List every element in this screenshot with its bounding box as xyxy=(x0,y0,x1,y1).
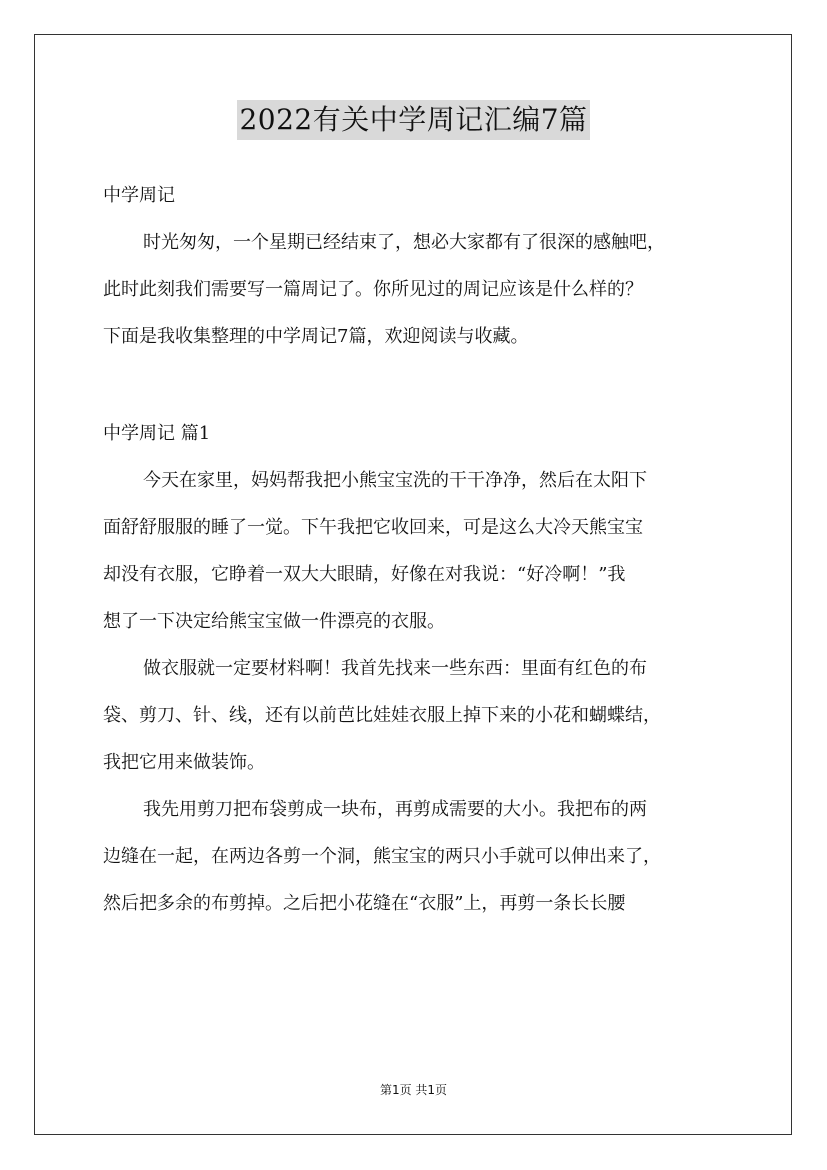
intro-line-3: 下面是我收集整理的中学周记7篇，欢迎阅读与收藏。 xyxy=(103,326,529,347)
paragraph-2-line-1: 做衣服就一定要材料啊！我首先找来一些东西：里面有红色的布 xyxy=(143,658,647,679)
section-spacer xyxy=(103,360,727,410)
paragraph-2-line-2: 袋、剪刀、针、线，还有以前芭比娃娃衣服上掉下来的小花和蝴蝶结， xyxy=(103,705,661,726)
paragraph-1-line-1: 今天在家里，妈妈帮我把小熊宝宝洗的干干净净，然后在太阳下 xyxy=(143,470,647,491)
paragraph-3-line-1: 我先用剪刀把布袋剪成一块布，再剪成需要的大小。我把布的两 xyxy=(143,799,647,820)
intro-line-2: 此时此刻我们需要写一篇周记了。你所见过的周记应该是什么样的？ xyxy=(103,279,643,300)
paragraph-1-line-4: 想了一下决定给熊宝宝做一件漂亮的衣服。 xyxy=(103,611,445,632)
document-body xyxy=(103,172,727,927)
paragraph-1-line-2: 面舒舒服服的睡了一觉。下午我把它收回来，可是这么大冷天熊宝宝 xyxy=(103,517,643,538)
paragraph-3-line-2: 边缝在一起，在两边各剪一个洞，熊宝宝的两只小手就可以伸出来了， xyxy=(103,846,661,867)
paragraph-1-line-3: 却没有衣服，它睁着一双大大眼睛，好像在对我说：“好冷啊！”我 xyxy=(103,564,626,585)
document-title: 2022有关中学周记汇编7篇 xyxy=(237,100,589,140)
section-heading: 中学周记 篇1 xyxy=(103,423,211,444)
title-container xyxy=(0,100,827,140)
paragraph-2-line-3: 我把它用来做装饰。 xyxy=(103,752,265,773)
paragraph-3-line-3: 然后把多余的布剪掉。之后把小花缝在“衣服”上，再剪一条长长腰 xyxy=(103,893,626,914)
page-footer: 第1页 共1页 xyxy=(379,1083,448,1097)
intro-line-1: 时光匆匆，一个星期已经结束了，想必大家都有了很深的感触吧， xyxy=(143,232,665,253)
intro-heading: 中学周记 xyxy=(103,185,175,206)
